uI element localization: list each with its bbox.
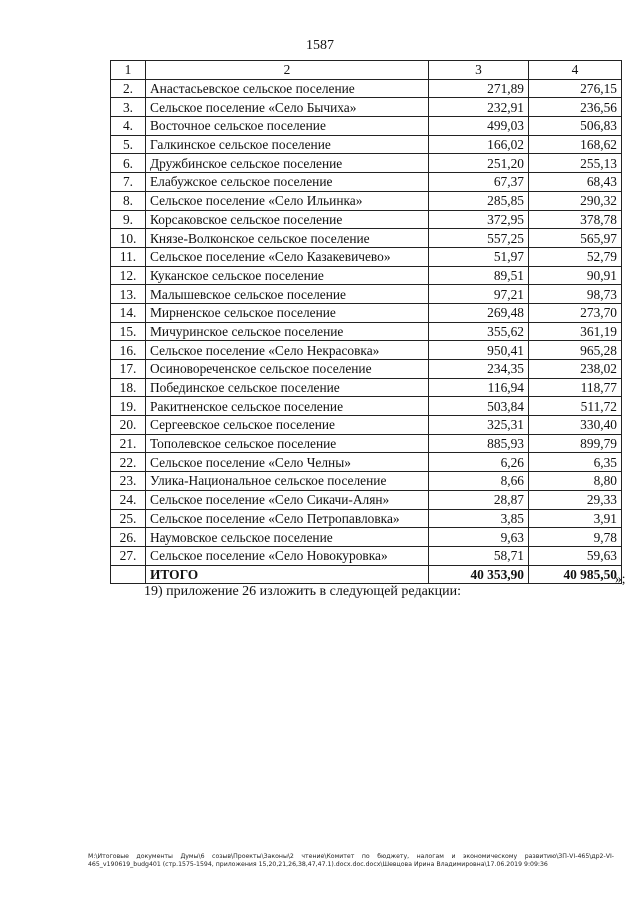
row-number: 10.: [111, 229, 146, 248]
value-col-3: 271,89: [429, 79, 529, 98]
table-row: [111, 247, 622, 266]
value-col-3: 325,31: [429, 416, 529, 435]
settlement-name: Дружбинское сельское поселение: [146, 154, 429, 173]
table-row: [111, 360, 622, 379]
row-number: 9.: [111, 210, 146, 229]
value-col-4: 236,56: [529, 98, 622, 117]
settlement-name: Сельское поселение «Село Петропавловка»: [146, 509, 429, 528]
value-col-4: 68,43: [529, 173, 622, 192]
table-row: [111, 303, 622, 322]
value-col-3: 58,71: [429, 546, 529, 565]
settlement-name: Анастасьевское сельское поселение: [146, 79, 429, 98]
value-col-3: 6,26: [429, 453, 529, 472]
table-row: [111, 472, 622, 491]
value-col-3: 499,03: [429, 117, 529, 136]
row-number: 21.: [111, 434, 146, 453]
row-number: 18.: [111, 378, 146, 397]
value-col-3: 51,97: [429, 247, 529, 266]
total-label: ИТОГО: [146, 565, 429, 584]
value-col-4: 290,32: [529, 191, 622, 210]
settlement-name: Сельское поселение «Село Новокуровка»: [146, 546, 429, 565]
value-col-3: 372,95: [429, 210, 529, 229]
value-col-3: 355,62: [429, 322, 529, 341]
row-number: 19.: [111, 397, 146, 416]
settlement-name: Князе-Волконское сельское поселение: [146, 229, 429, 248]
row-number: 22.: [111, 453, 146, 472]
settlement-name: Улика-Национальное сельское поселение: [146, 472, 429, 491]
footer-file-path: М:\Итоговые документы Думы\6 созыв\Проекты\Законы\2 чтение\Комитет по бюджету, налогам и экономическому развитию\ЗП-VI-465\др2-VI-465_v190619_budg401 (стр.1575-1594, приложения 15,20,21,26,38,47,47.1).docx.doc.docx\Шевцова Ирина Владимировна\17.06.2019 9:09:36: [88, 853, 614, 868]
settlement-name: Побединское сельское поселение: [146, 378, 429, 397]
table-row: [111, 191, 622, 210]
table-row: [111, 173, 622, 192]
value-col-4: 276,15: [529, 79, 622, 98]
value-col-4: 565,97: [529, 229, 622, 248]
table-row: [111, 79, 622, 98]
row-number: 23.: [111, 472, 146, 491]
row-number: 11.: [111, 247, 146, 266]
total-row: [111, 565, 622, 584]
value-col-3: 251,20: [429, 154, 529, 173]
table-header-row: [111, 61, 622, 80]
row-number: 5.: [111, 135, 146, 154]
settlement-name: Осиновореченское сельское поселение: [146, 360, 429, 379]
table-row: [111, 453, 622, 472]
total-col-3: 40 353,90: [429, 565, 529, 584]
value-col-4: 3,91: [529, 509, 622, 528]
value-col-3: 67,37: [429, 173, 529, 192]
value-col-4: 506,83: [529, 117, 622, 136]
value-col-4: 899,79: [529, 434, 622, 453]
value-col-3: 950,41: [429, 341, 529, 360]
value-col-4: 330,40: [529, 416, 622, 435]
value-col-4: 118,77: [529, 378, 622, 397]
value-col-4: 965,28: [529, 341, 622, 360]
settlement-name: Сельское поселение «Село Челны»: [146, 453, 429, 472]
settlement-name: Сельское поселение «Село Некрасовка»: [146, 341, 429, 360]
value-col-4: 273,70: [529, 303, 622, 322]
value-col-3: 285,85: [429, 191, 529, 210]
table-row: [111, 135, 622, 154]
row-number: 3.: [111, 98, 146, 117]
value-col-4: 168,62: [529, 135, 622, 154]
row-number: 24.: [111, 490, 146, 509]
row-number: 26.: [111, 528, 146, 547]
value-col-4: 6,35: [529, 453, 622, 472]
row-number: 2.: [111, 79, 146, 98]
settlement-name: Малышевское сельское поселение: [146, 285, 429, 304]
settlement-name: Корсаковское сельское поселение: [146, 210, 429, 229]
table-row: [111, 285, 622, 304]
table-row: [111, 98, 622, 117]
settlement-name: Мирненское сельское поселение: [146, 303, 429, 322]
instruction-text: 19) приложение 26 изложить в следующей редакции:: [144, 584, 461, 599]
table-row: [111, 378, 622, 397]
table-row: [111, 341, 622, 360]
value-col-4: 52,79: [529, 247, 622, 266]
row-number: 14.: [111, 303, 146, 322]
value-col-3: 28,87: [429, 490, 529, 509]
value-col-3: 9,63: [429, 528, 529, 547]
value-col-4: 511,72: [529, 397, 622, 416]
header-col-3: 3: [429, 61, 529, 80]
settlement-name: Сергеевское сельское поселение: [146, 416, 429, 435]
value-col-4: 378,78: [529, 210, 622, 229]
total-empty-cell: [111, 565, 146, 584]
table-row: [111, 117, 622, 136]
value-col-4: 255,13: [529, 154, 622, 173]
value-col-3: 89,51: [429, 266, 529, 285]
value-col-4: 29,33: [529, 490, 622, 509]
value-col-4: 59,63: [529, 546, 622, 565]
total-col-4: 40 985,50: [529, 565, 622, 584]
row-number: 27.: [111, 546, 146, 565]
value-col-4: 9,78: [529, 528, 622, 547]
settlement-name: Мичуринское сельское поселение: [146, 322, 429, 341]
row-number: 6.: [111, 154, 146, 173]
row-number: 13.: [111, 285, 146, 304]
table-row: [111, 434, 622, 453]
value-col-3: 97,21: [429, 285, 529, 304]
row-number: 20.: [111, 416, 146, 435]
table-row: [111, 490, 622, 509]
table-row: [111, 528, 622, 547]
table-row: [111, 509, 622, 528]
row-number: 25.: [111, 509, 146, 528]
settlement-name: Галкинское сельское поселение: [146, 135, 429, 154]
value-col-3: 234,35: [429, 360, 529, 379]
settlement-name: Сельское поселение «Село Сикачи-Алян»: [146, 490, 429, 509]
value-col-3: 885,93: [429, 434, 529, 453]
settlement-name: Тополевское сельское поселение: [146, 434, 429, 453]
row-number: 16.: [111, 341, 146, 360]
row-number: 17.: [111, 360, 146, 379]
table-row: [111, 266, 622, 285]
value-col-4: 8,80: [529, 472, 622, 491]
value-col-3: 269,48: [429, 303, 529, 322]
settlement-name: Сельское поселение «Село Казакевичево»: [146, 247, 429, 266]
table-row: [111, 229, 622, 248]
value-col-4: 238,02: [529, 360, 622, 379]
settlement-name: Наумовское сельское поселение: [146, 528, 429, 547]
value-col-4: 98,73: [529, 285, 622, 304]
table-row: [111, 546, 622, 565]
row-number: 15.: [111, 322, 146, 341]
value-col-3: 3,85: [429, 509, 529, 528]
row-number: 8.: [111, 191, 146, 210]
settlement-name: Ракитненское сельское поселение: [146, 397, 429, 416]
header-col-2: 2: [146, 61, 429, 80]
row-number: 4.: [111, 117, 146, 136]
value-col-3: 116,94: [429, 378, 529, 397]
settlement-name: Восточное сельское поселение: [146, 117, 429, 136]
row-number: 7.: [111, 173, 146, 192]
settlement-name: Сельское поселение «Село Бычиха»: [146, 98, 429, 117]
header-col-1: 1: [111, 61, 146, 80]
closing-quote: »;: [615, 571, 626, 586]
header-col-4: 4: [529, 61, 622, 80]
table-row: [111, 154, 622, 173]
value-col-3: 503,84: [429, 397, 529, 416]
value-col-3: 557,25: [429, 229, 529, 248]
value-col-3: 166,02: [429, 135, 529, 154]
row-number: 12.: [111, 266, 146, 285]
page-number: 1587: [306, 38, 334, 53]
table-row: [111, 416, 622, 435]
settlement-name: Елабужское сельское поселение: [146, 173, 429, 192]
value-col-3: 232,91: [429, 98, 529, 117]
value-col-4: 361,19: [529, 322, 622, 341]
table-row: [111, 210, 622, 229]
settlement-name: Сельское поселение «Село Ильинка»: [146, 191, 429, 210]
settlement-name: Куканское сельское поселение: [146, 266, 429, 285]
budget-table: [110, 60, 622, 584]
table-row: [111, 322, 622, 341]
value-col-4: 90,91: [529, 266, 622, 285]
table-row: [111, 397, 622, 416]
value-col-3: 8,66: [429, 472, 529, 491]
